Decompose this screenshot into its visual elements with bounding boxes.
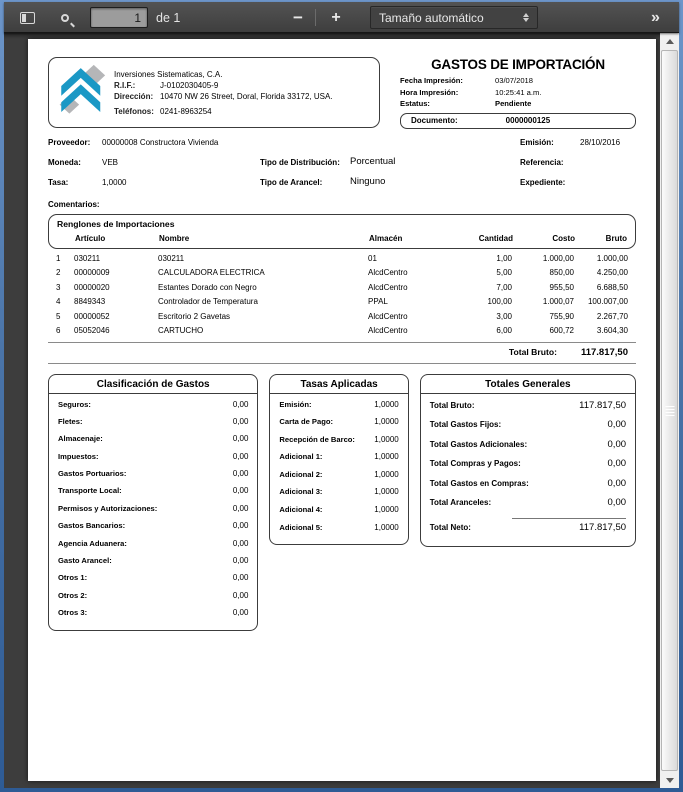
- proveedor-label: Proveedor:: [48, 137, 91, 147]
- cell-nombre: Estantes Dorado con Negro: [158, 282, 257, 292]
- totales-rows: [430, 400, 626, 518]
- list-item: [58, 469, 248, 486]
- list-item: [58, 591, 248, 608]
- item-value: 117.817,50: [579, 399, 627, 411]
- scroll-down-button[interactable]: [660, 772, 679, 788]
- clasificacion-title: Clasificación de Gastos: [49, 375, 257, 394]
- clasificacion-gastos-box: [48, 374, 258, 631]
- list-item: [279, 470, 398, 488]
- clasificacion-rows: [49, 394, 257, 630]
- fecha-impresion-label: Fecha Impresión:: [400, 76, 463, 85]
- report-title: GASTOS DE IMPORTACIÓN: [431, 57, 605, 72]
- cell-almacen: AlcdCentro: [368, 311, 408, 321]
- col-articulo: Artículo: [75, 233, 106, 243]
- cell-costo: 955,50: [549, 282, 574, 292]
- scroll-up-button[interactable]: [660, 33, 679, 49]
- item-value: 0,00: [232, 608, 249, 618]
- search-button[interactable]: [52, 2, 78, 33]
- item-label: Total Gastos Adicionales:: [429, 439, 528, 449]
- tasa-value: 1,0000: [102, 177, 127, 187]
- pdf-toolbar: [4, 2, 679, 33]
- item-label: Otros 1:: [58, 573, 88, 583]
- address-label: Dirección:: [114, 91, 154, 101]
- renglones-header-box: [48, 214, 636, 249]
- cell-almacen: AlcdCentro: [368, 282, 408, 292]
- cell-articulo: 00000052: [74, 311, 110, 321]
- proveedor-value: 00000008 Constructora Vivienda: [102, 137, 219, 147]
- row-number: 5: [56, 311, 61, 321]
- item-value: 0,00: [232, 590, 249, 600]
- item-label: Impuestos:: [58, 451, 99, 461]
- tipo-arancel-value: Ninguno: [350, 175, 386, 187]
- emision-label: Emisión:: [520, 137, 554, 147]
- cell-costo: 600,72: [549, 326, 574, 335]
- table-row: [56, 324, 628, 339]
- item-label: Otros 2:: [58, 590, 88, 600]
- rif-label: R.I.F.:: [114, 80, 136, 90]
- item-value: 0,00: [232, 521, 249, 531]
- tasas-title: Tasas Aplicadas: [270, 375, 407, 394]
- list-item: [279, 523, 398, 541]
- cell-articulo: 030211: [74, 253, 101, 263]
- item-value: 0,00: [607, 497, 627, 509]
- item-value: 0,00: [232, 503, 249, 513]
- tipo-arancel-label: Tipo de Arancel:: [260, 177, 323, 187]
- list-item: [430, 419, 626, 439]
- item-value: 0,00: [232, 399, 249, 409]
- vertical-scrollbar[interactable]: [660, 33, 679, 788]
- estatus-badge: Pendiente: [495, 99, 532, 108]
- item-value: 1,0000: [374, 399, 399, 409]
- company-info-box: [48, 57, 380, 128]
- cell-bruto: 4.250,00: [596, 268, 628, 277]
- cell-articulo: 00000020: [74, 282, 110, 292]
- documento-label: Documento:: [411, 116, 458, 125]
- table-row: [56, 266, 628, 281]
- thumb-grip-icon: [665, 404, 674, 418]
- sidebar-toggle-icon: [20, 12, 35, 24]
- hora-impresion-value: 10:25:41 a.m.: [495, 87, 542, 97]
- list-item: [58, 434, 248, 451]
- cell-bruto: 1.000,00: [596, 253, 628, 263]
- row-number: 1: [56, 253, 61, 263]
- fecha-impresion-value: 03/07/2018: [495, 76, 534, 85]
- item-label: Emisión:: [279, 399, 312, 409]
- sidebar-toggle-button[interactable]: [14, 2, 40, 33]
- table-row: [56, 310, 628, 325]
- scrollbar-thumb[interactable]: [661, 50, 678, 771]
- moneda-value: VEB: [102, 157, 119, 167]
- cell-nombre: 030211: [158, 253, 185, 263]
- cell-cantidad: 5,00: [496, 268, 512, 277]
- list-item: [58, 539, 248, 556]
- totales-generales-box: [420, 374, 636, 548]
- cell-nombre: CARTUCHO: [158, 326, 204, 335]
- item-label: Total Compras y Pagos:: [429, 459, 521, 469]
- cell-cantidad: 100,00: [487, 297, 512, 306]
- row-number: 3: [56, 282, 61, 292]
- item-label: Gasto Arancel:: [58, 556, 112, 566]
- list-item: [58, 452, 248, 469]
- list-item: [58, 608, 248, 625]
- total-neto-label: Total Neto:: [429, 523, 471, 533]
- cell-bruto: 2.267,70: [596, 311, 628, 321]
- search-icon: [61, 14, 69, 22]
- item-label: Adicional 2:: [279, 469, 323, 479]
- phones-value: 0241-8963254: [160, 106, 212, 116]
- document-meta: [48, 138, 636, 214]
- item-label: Seguros:: [58, 399, 91, 409]
- cell-costo: 755,90: [549, 311, 574, 321]
- item-value: 1,0000: [374, 434, 399, 444]
- cell-costo: 1.000,00: [542, 253, 574, 263]
- item-label: Total Aranceles:: [429, 498, 492, 508]
- cell-bruto: 100.007,00: [587, 297, 628, 306]
- cell-nombre: Escritorio 2 Gavetas: [158, 311, 231, 321]
- item-value: 1,0000: [374, 469, 399, 479]
- list-item: [279, 487, 398, 505]
- item-label: Total Gastos en Compras:: [429, 478, 529, 488]
- item-value: 0,00: [232, 573, 249, 583]
- total-bruto-value: 117.817,50: [580, 346, 628, 358]
- address-value: 10470 NW 26 Street, Doral, Florida 33172, USA.: [160, 91, 333, 101]
- cell-costo: 1.000,07: [542, 297, 574, 306]
- item-label: Gastos Bancarios:: [58, 521, 126, 531]
- company-name: Inversiones Sistematicas, C.A.: [114, 69, 223, 79]
- pdf-page: [28, 39, 656, 781]
- list-item: [279, 400, 398, 418]
- table-row: [56, 252, 628, 267]
- company-logo: [58, 63, 114, 122]
- triangle-down-icon: [666, 778, 674, 783]
- item-value: 1,0000: [374, 505, 399, 515]
- cell-cantidad: 3,00: [496, 311, 512, 321]
- cell-cantidad: 1,00: [496, 253, 512, 263]
- list-item: [58, 486, 248, 503]
- list-item: [279, 435, 398, 453]
- expediente-label: Expediente:: [520, 177, 566, 187]
- tipo-distribucion-label: Tipo de Distribución:: [260, 157, 340, 167]
- triangle-up-icon: [666, 39, 674, 44]
- list-item: [279, 417, 398, 435]
- cell-almacen: 01: [368, 253, 377, 263]
- cell-articulo: 05052046: [74, 326, 110, 335]
- item-value: 1,0000: [374, 522, 399, 532]
- item-value: 0,00: [232, 416, 249, 426]
- item-value: 0,00: [232, 556, 249, 566]
- table-row: [56, 281, 628, 296]
- tasa-label: Tasa:: [48, 177, 69, 187]
- page-count-label: de 1: [156, 10, 181, 25]
- estatus-label: Estatus:: [400, 99, 430, 108]
- item-label: Carta de Pago:: [279, 417, 334, 427]
- comentarios-label: Comentarios:: [48, 199, 100, 209]
- totales-title: Totales Generales: [421, 375, 635, 394]
- cell-articulo: 00000009: [74, 268, 110, 277]
- item-value: 0,00: [232, 538, 249, 548]
- zoom-in-button[interactable]: +: [331, 8, 341, 26]
- total-neto-value: 117.817,50: [579, 522, 627, 534]
- item-label: Total Gastos Fijos:: [429, 420, 502, 430]
- col-costo: Costo: [552, 233, 575, 243]
- item-value: 0,00: [607, 477, 627, 489]
- item-label: Almacenaje:: [58, 434, 103, 444]
- list-item: [430, 400, 626, 420]
- referencia-label: Referencia:: [520, 157, 564, 167]
- item-value: 0,00: [232, 469, 249, 479]
- cell-almacen: PPAL: [368, 297, 388, 306]
- cell-almacen: AlcdCentro: [368, 326, 408, 335]
- item-value: 1,0000: [374, 417, 399, 427]
- neto-divider: [512, 518, 626, 519]
- table-row: [56, 295, 628, 310]
- item-value: 0,00: [607, 419, 627, 431]
- cell-cantidad: 7,00: [496, 282, 512, 292]
- item-label: Otros 3:: [58, 608, 88, 618]
- rif-value: J-0102030405-9: [160, 80, 219, 90]
- item-label: Total Bruto:: [429, 400, 475, 410]
- phones-label: Teléfonos:: [114, 106, 154, 116]
- moneda-label: Moneda:: [48, 157, 81, 167]
- list-item: [279, 452, 398, 470]
- col-almacen: Almacén: [369, 233, 403, 243]
- cell-cantidad: 6,00: [496, 326, 512, 335]
- tipo-distribucion-value: Porcentual: [350, 155, 396, 167]
- list-item: [279, 505, 398, 523]
- toolbar-separator: [315, 9, 316, 26]
- viewer-area: [4, 33, 679, 788]
- row-number: 4: [56, 297, 61, 306]
- renglones-rows: [48, 249, 636, 339]
- row-number: 6: [56, 326, 61, 335]
- list-item: [430, 478, 626, 498]
- item-value: 0,00: [232, 451, 249, 461]
- more-tools-button[interactable]: »: [651, 8, 659, 26]
- item-label: Adicional 1:: [279, 452, 323, 462]
- item-label: Adicional 3:: [279, 487, 323, 497]
- item-value: 0,00: [607, 458, 627, 470]
- emision-value: 28/10/2016: [580, 137, 621, 147]
- item-label: Gastos Portuarios:: [58, 469, 127, 479]
- zoom-mode-select[interactable]: [370, 6, 538, 29]
- documento-box: [400, 113, 636, 129]
- tasas-aplicadas-box: [269, 374, 408, 546]
- list-item: [58, 573, 248, 590]
- cell-almacen: AlcdCentro: [368, 268, 408, 277]
- list-item: [430, 439, 626, 459]
- page-number-input[interactable]: [90, 7, 148, 28]
- zoom-out-button[interactable]: −: [293, 7, 303, 27]
- item-label: Adicional 5:: [279, 522, 323, 532]
- item-label: Agencia Aduanera:: [58, 538, 127, 548]
- item-value: 0,00: [607, 438, 627, 450]
- total-divider-bottom: [48, 363, 636, 364]
- cell-bruto: 6.688,50: [596, 282, 628, 292]
- list-item: [58, 521, 248, 538]
- list-item: [430, 497, 626, 517]
- list-item: [58, 400, 248, 417]
- item-label: Fletes:: [58, 416, 83, 426]
- tasas-rows: [270, 394, 407, 545]
- list-item: [58, 504, 248, 521]
- zoom-mode-value: Tamaño automático: [379, 10, 484, 25]
- list-item: [430, 458, 626, 478]
- item-value: 1,0000: [374, 487, 399, 497]
- item-label: Adicional 4:: [279, 505, 323, 515]
- select-spinner-icon: [523, 13, 529, 22]
- item-value: 0,00: [232, 486, 249, 496]
- renglones-title: Renglones de Importaciones: [57, 218, 175, 229]
- cell-bruto: 3.604,30: [596, 326, 628, 335]
- col-cantidad: Cantidad: [478, 233, 513, 243]
- list-item: [58, 556, 248, 573]
- cell-nombre: Controlador de Temperatura: [158, 297, 258, 306]
- col-nombre: Nombre: [159, 233, 190, 243]
- item-label: Recepción de Barco:: [279, 434, 355, 444]
- cell-nombre: CALCULADORA ELECTRICA: [158, 268, 265, 277]
- list-item: [58, 417, 248, 434]
- cell-costo: 850,00: [549, 268, 574, 277]
- documento-number: 0000000125: [505, 116, 551, 125]
- hora-impresion-label: Hora Impresión:: [400, 87, 459, 97]
- total-bruto-label: Total Bruto:: [508, 346, 557, 357]
- item-label: Transporte Local:: [58, 486, 122, 496]
- row-number: 2: [56, 268, 61, 277]
- cell-articulo: 8849343: [74, 297, 106, 306]
- item-value: 0,00: [232, 434, 249, 444]
- item-label: Permisos y Autorizaciones:: [58, 503, 158, 513]
- item-value: 1,0000: [374, 452, 399, 462]
- col-bruto: Bruto: [605, 233, 627, 243]
